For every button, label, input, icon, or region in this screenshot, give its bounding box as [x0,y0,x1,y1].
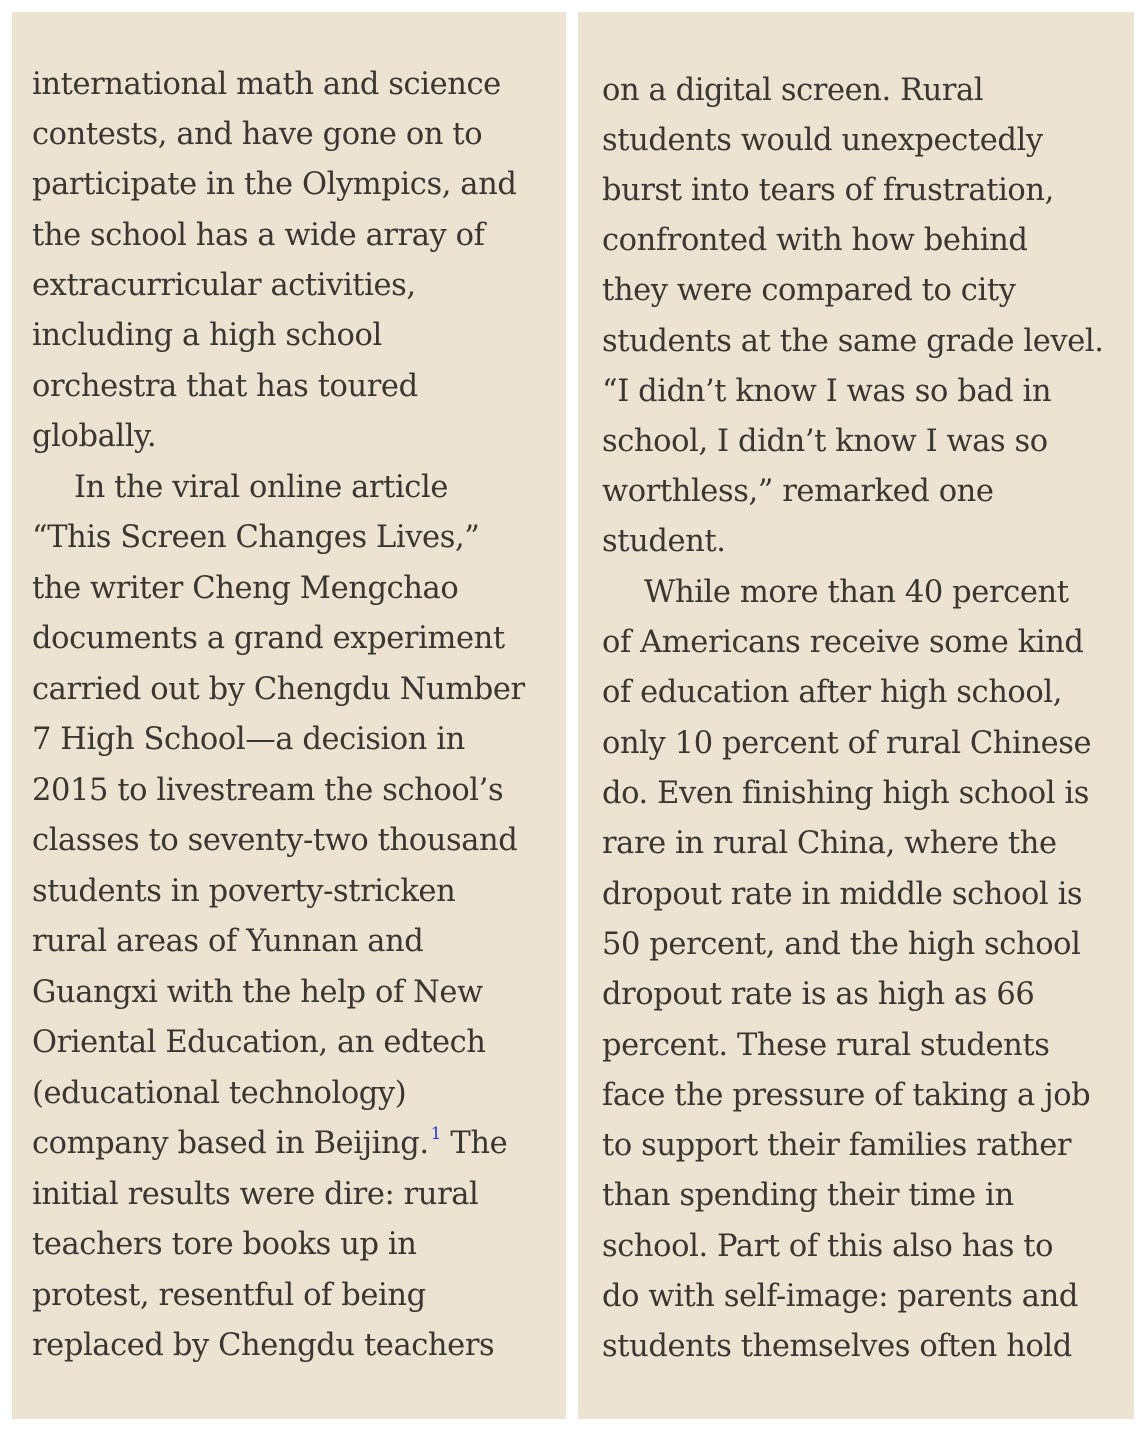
text-line: dropout rate is as high as 66 [602,977,1035,1012]
paragraph-first-line: While more than 40 percent [644,575,1069,610]
text-line: protest, resentful of being [32,1278,426,1313]
text-line: contests, and have gone on to [32,117,483,152]
text-line: do. Even finishing high school is [602,776,1089,811]
text-line: initial results were dire: rural [32,1177,479,1212]
left-page [12,12,566,1419]
text-line: do with self-image: parents and [602,1279,1078,1314]
text-line: including a high school [32,318,382,353]
text-line: dropout rate in middle school is [602,877,1083,912]
text-line: globally. [32,419,157,454]
text-line: students themselves often hold [602,1329,1072,1364]
text-line: 2015 to livestream the school’s [32,773,504,808]
right-page [578,12,1134,1419]
paragraph-first-line: In the viral online article [74,470,448,505]
text-segment: company based in Beijing. [32,1126,429,1161]
text-line: than spending their time in [602,1178,1014,1213]
text-line: Oriental Education, an edtech [32,1025,486,1060]
footnote-link[interactable]: 1 [430,1124,442,1144]
text-line: school. Part of this also has to [602,1229,1054,1264]
text-line: rare in rural China, where the [602,826,1057,861]
text-line: Guangxi with the help of New [32,975,483,1010]
text-line: face the pressure of taking a job [602,1078,1091,1113]
text-line: confronted with how behind [602,223,1028,258]
text-line-with-footnote [32,1126,507,1162]
text-line: on a digital screen. Rural [602,73,984,108]
text-line: of education after high school, [602,675,1063,710]
text-line: international math and science [32,67,501,102]
text-line: teachers tore books up in [32,1227,417,1262]
text-line: students would unexpectedly [602,123,1043,158]
text-line: participate in the Olympics, and [32,167,517,202]
text-line: 7 High School—a decision in [32,722,465,757]
text-line: students at the same grade level. [602,324,1104,359]
text-line: student. [602,524,726,559]
text-line: rural areas of Yunnan and [32,924,424,959]
text-line: they were compared to city [602,273,1016,308]
text-line: the school has a wide array of [32,218,485,253]
text-line: extracurricular activities, [32,268,416,303]
text-line: documents a grand experiment [32,621,505,656]
text-line: percent. These rural students [602,1028,1050,1063]
text-line: students in poverty-stricken [32,874,456,909]
text-line: (educational technology) [32,1076,407,1111]
text-segment: The [441,1126,508,1161]
text-line: burst into tears of frustration, [602,173,1054,208]
text-line: 50 percent, and the high school [602,927,1081,962]
text-line: orchestra that has toured [32,369,418,404]
text-line: of Americans receive some kind [602,625,1084,660]
text-line: school, I didn’t know I was so [602,424,1048,459]
text-line: only 10 percent of rural Chinese [602,726,1092,761]
text-line: carried out by Chengdu Number [32,672,525,707]
text-line: to support their families rather [602,1128,1072,1163]
text-line: replaced by Chengdu teachers [32,1328,495,1363]
text-line: “This Screen Changes Lives,” [32,520,480,555]
text-line: worthless,” remarked one [602,474,994,509]
text-line: “I didn’t know I was so bad in [602,374,1052,409]
text-line: the writer Cheng Mengchao [32,571,459,606]
text-line: classes to seventy-two thousand [32,823,518,858]
